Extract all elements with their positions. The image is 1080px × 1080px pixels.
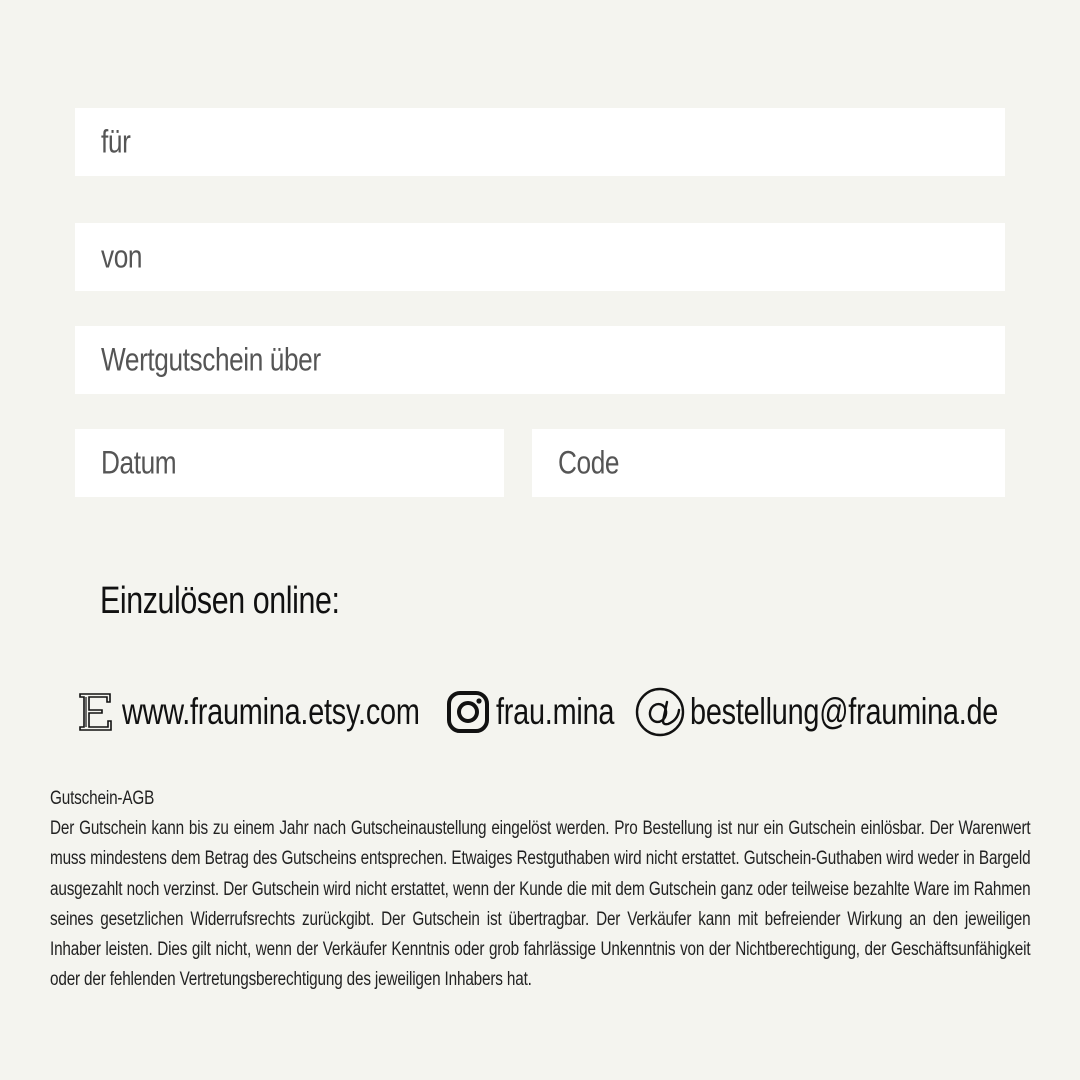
redeem-heading: Einzulösen online: — [100, 580, 340, 622]
instagram-handle: frau.mina — [496, 691, 615, 732]
instagram-icon — [446, 690, 490, 734]
date-label: Datum — [101, 444, 177, 481]
terms-title: Gutschein-AGB — [50, 788, 155, 809]
at-icon — [634, 686, 686, 738]
email-address: bestellung@fraumina.de — [690, 691, 999, 732]
sender-field[interactable] — [75, 223, 1005, 291]
voucher-value-label: Wertgutschein über — [101, 341, 321, 378]
voucher-value-field[interactable] — [75, 326, 1005, 394]
contact-row — [0, 682, 1080, 742]
code-field[interactable] — [532, 429, 1005, 497]
etsy-url: www.fraumina.etsy.com — [122, 691, 420, 732]
recipient-field[interactable] — [75, 108, 1005, 176]
date-field[interactable] — [75, 429, 504, 497]
etsy-link[interactable] — [76, 682, 504, 742]
voucher-terms — [50, 784, 1030, 995]
terms-body: Der Gutschein kann bis zu einem Jahr nach Gutscheinaustellung eingelöst werden. Pro Bestellung ist nur ein Gutschein einlösbar. Der Warenwert muss mindestens dem Betrag des Gutscheins entsprechen. Etwaiges Restguthaben wird nicht erstattet. Gutschein-Guthaben wird weder in Bargeld ausgezahlt noch verzinst. Der Gutschein wird nicht erstattet, wenn der Kunde die mit dem Gutschein ganz oder teilweise bezahlte Ware im Rahmen seines gesetzlichen Widerrufsrechts zurückgibt. Der Gutschein ist übertragbar. Der Verkäufer kann mit befreiender Wirkung an den jeweiligen Inhaber leisten. Dies gilt nicht, wenn der Verkäufer Kenntnis oder grob fahrlässige Unkenntnis von der Nichtberechtigung, der Geschäftsunfähigkeit oder der fehlenden Vertretungsberechtigung des jeweiligen Inhabers hat. — [50, 818, 1031, 991]
code-label: Code — [558, 444, 620, 481]
recipient-label: für — [101, 123, 131, 160]
etsy-icon — [76, 688, 116, 736]
email-link[interactable] — [634, 682, 1080, 742]
instagram-link[interactable] — [446, 682, 648, 742]
sender-label: von — [101, 238, 143, 275]
